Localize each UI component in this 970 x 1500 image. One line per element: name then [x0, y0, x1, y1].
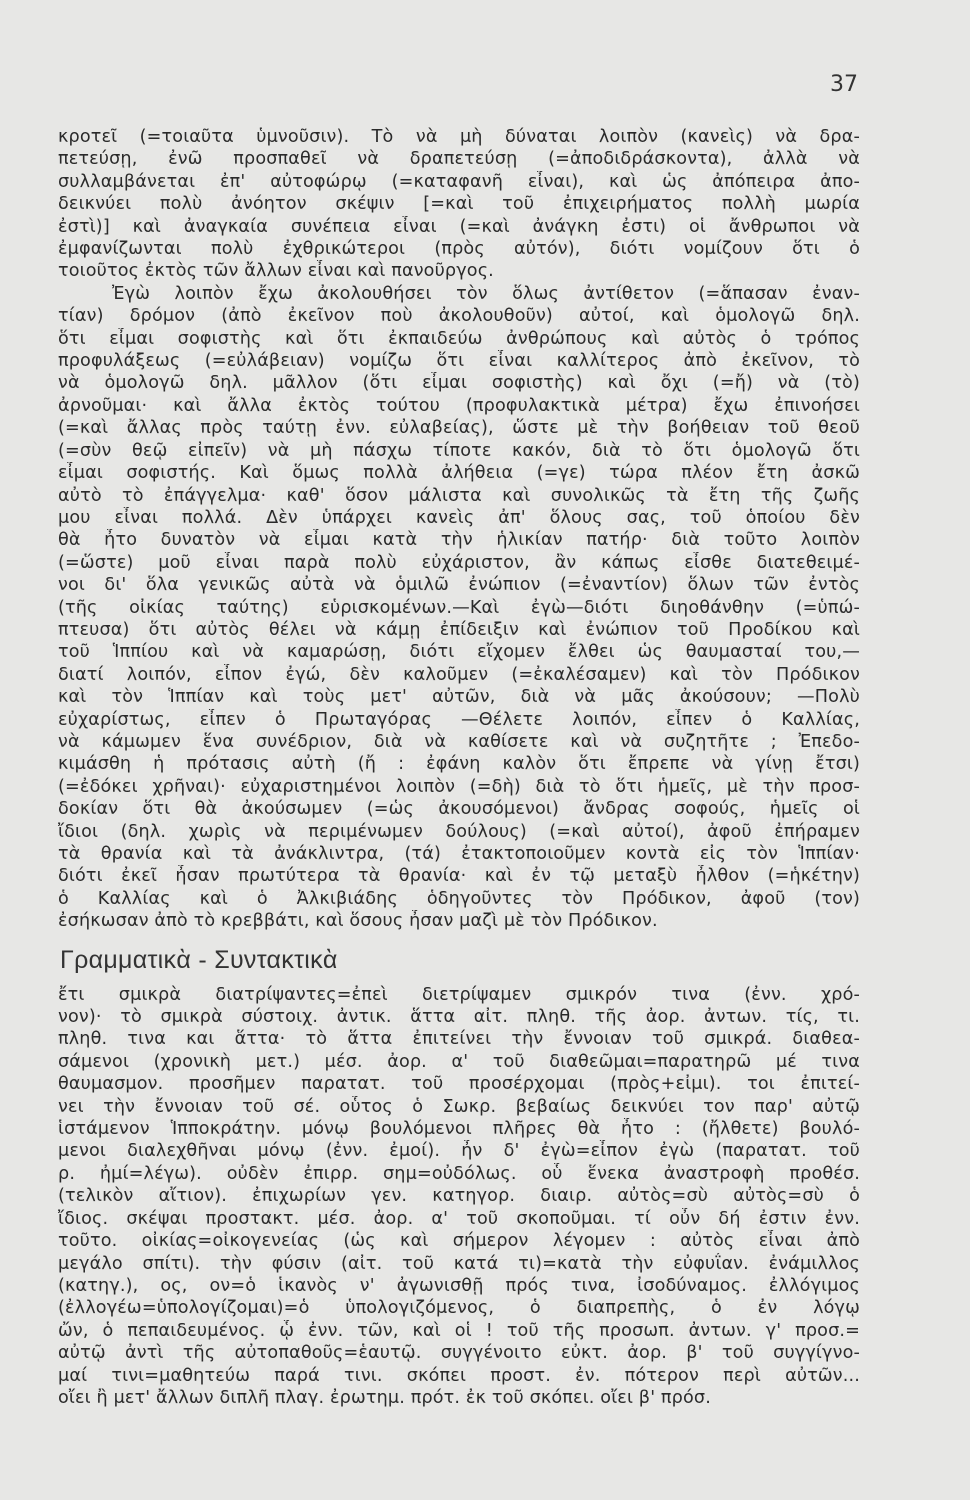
- text-line: μου εἶναι πολλά. Δὲν ὑπάρχει κανεὶς ἀπ' ὅλους σας, τοῦ ὁποίου δὲν: [58, 507, 860, 528]
- text-line: μαί τινι=μαθητεύω παρά τινι. σκόπει προστ. ἐν. πότερον περὶ αὐτῶν...: [58, 1365, 860, 1386]
- text-line: συλλαμβάνεται ἐπ' αὐτοφώρῳ (=καταφανῆ εἶναι), καὶ ὡς ἀπόπειρα ἀπο-: [58, 171, 860, 192]
- text-line: μεγάλο σπίτι). τὴν φύσιν (αἰτ. τοῦ κατά τι)=κατὰ τὴν εὐφυΐαν. ἐνάμιλλος: [58, 1253, 860, 1274]
- text-line: (ἐλλογέω=ὑπολογίζομαι)=ὁ ὑπολογιζόμενος, ὁ διαπρεπὴς, ὁ ἐν λόγῳ: [58, 1298, 860, 1319]
- text-line: ἱστάμενον Ἱπποκράτην. μόνῳ βουλόμενοι πλῆρες θὰ ἦτο : (ἤλθετε) βουλό-: [58, 1119, 860, 1140]
- text-line: Ἐγὼ λοιπὸν ἔχω ἀκολουθήσει τὸν ὅλως ἀντίθετον (=ἅπασαν ἐναν-: [112, 283, 860, 304]
- text-line: εἶμαι σοφιστής. Καὶ ὅμως πολλὰ ἀλήθεια (=γε) τώρα πλέον ἔτη ἀσκῶ: [58, 463, 860, 484]
- text-line: πτευσα) ὅτι αὐτὸς θέλει νὰ κάμῃ ἐπίδειξιν καὶ ἐνώπιον τοῦ Προδίκου καὶ: [58, 619, 860, 640]
- text-line: ἀρνοῦμαι· καὶ ἄλλα ἐκτὸς τούτου (προφυλακτικὰ μέτρα) ἔχω ἐπινοήσει: [58, 395, 860, 416]
- text-line: νὰ κάμωμεν ἕνα συνέδριον, διὰ νὰ καθίσετε καὶ νὰ συζητῆτε ; Ἐπεδο-: [58, 731, 860, 752]
- text-line: θαυμασμον. προσῆμεν παρατατ. τοῦ προσέρχομαι (πρὸς+εἰμι). τοι ἐπιτεί-: [58, 1074, 860, 1095]
- text-line: θὰ ἦτο δυνατὸν νὰ εἶμαι κατὰ τὴν ἡλικίαν πατήρ· διὰ τοῦτο λοιπὸν: [58, 530, 860, 551]
- grammar-notes: [58, 984, 860, 1410]
- text-line: ἴδιος. σκέψαι προστακτ. μέσ. ἀορ. α' τοῦ σκοποῦμαι. τί οὖν δή ἐστιν ἐνν.: [58, 1208, 860, 1229]
- text-line: τοῦ Ἱππίου καὶ νὰ καμαρώσῃ, διότι εἴχομεν ἔλθει ὡς θαυμασταί του,—: [58, 642, 860, 663]
- text-line: ἴδιοι (δηλ. χωρὶς νὰ περιμένωμεν δούλους) (=καὶ αὐτοί), ἀφοῦ ἐπήραμεν: [58, 821, 860, 842]
- text-line: οἴει ἢ μετ' ἄλλων διπλῆ πλαγ. ἐρωτημ. πρότ. ἐκ τοῦ σκόπει. οἴει β' πρόσ.: [58, 1387, 711, 1408]
- text-line: (=σὺν θεῷ εἰπεῖν) νὰ μὴ πάσχω τίποτε κακόν, διὰ τὸ ὅτι ὁμολογῶ ὅτι: [58, 440, 860, 461]
- text-line: ὅτι εἶμαι σοφιστὴς καὶ ὅτι ἐκπαιδεύω ἀνθρώπους καὶ αὐτὸς ὁ τρόπος: [58, 328, 860, 349]
- text-line: διατί λοιπόν, εἶπον ἐγώ, δὲν καλοῦμεν (=ἐκαλέσαμεν) καὶ τὸν Πρόδικον: [58, 664, 860, 685]
- text-line: ὤν, ὁ πεπαιδευμένος. ᾧ ἐνν. τῶν, καὶ οἱ ! τοῦ τῆς προσωπ. ἀντων. γ' προσ.=: [58, 1320, 860, 1341]
- text-line: τὰ θρανία καὶ τὰ ἀνάκλιντρα, (τά) ἐτακτοποιοῦμεν κοντὰ εἰς τὸν Ἱππίαν·: [58, 844, 860, 864]
- text-line: κιμάσθη ἡ πρότασις αὐτὴ (ἤ : ἐφάνη καλὸν ὅτι ἔπρεπε νὰ γίνῃ ἔτσι): [58, 754, 860, 775]
- text-line: τίαν) δρόμον (ἀπὸ ἐκεῖνον ποὺ ἀκολουθοῦν) αὐτοί, καὶ ὁμολογῶ δηλ.: [58, 306, 860, 327]
- text-line: ἐμφανίζωνται πολὺ ἐχθρικώτεροι (πρὸς αὐτόν), διότι νομίζουν ὅτι ὁ: [58, 239, 860, 260]
- text-line: πληθ. τινα και ἅττα· τὸ ἅττα ἐπιτείνει τὴν ἔννοιαν τοῦ σμικρά. διαθεα-: [58, 1029, 860, 1050]
- text-line: προφυλάξεως (=εὐλάβειαν) νομίζω ὅτι εἶναι καλλίτερος ἀπὸ ἐκεῖνον, τὸ: [58, 351, 860, 372]
- page-number: 37: [830, 72, 858, 97]
- text-line: δοκίαν ὅτι θὰ ἀκούσωμεν (=ὡς ἀκουσόμενοι) ἄνδρας σοφούς, ἡμεῖς οἱ: [58, 799, 860, 820]
- text-line: τοιοῦτος ἐκτὸς τῶν ἄλλων εἶναι καὶ πανοῦργος.: [58, 261, 494, 282]
- text-line: (=ἐδόκει χρῆναι)· εὐχαριστημένοι λοιπὸν (=δὴ) διὰ τὸ ὅτι ἡμεῖς, μὲ τὴν προσ-: [58, 776, 860, 797]
- text-line: ὁ Καλλίας καὶ ὁ Ἀλκιβιάδης ὁδηγοῦντες τὸν Πρόδικον, ἀφοῦ (τον): [58, 888, 860, 909]
- text-line: τοῦτο. οἰκίας=οἰκογενείας (ὡς καὶ σήμερον λέγομεν : αὐτὸς εἶναι ἀπὸ: [58, 1231, 860, 1252]
- text-line: (=ὥστε) μοῦ εἶναι παρὰ πολὺ εὐχάριστον, ἂν κάπως εἶσθε διατεθειμέ-: [58, 552, 860, 573]
- text-line: (τελικὸν αἴτιον). ἐπιχωρίων γεν. κατηγορ. διαιρ. αὐτὸς=σὺ αὐτὸς=σὺ ὁ: [58, 1186, 860, 1207]
- text-line: νον)· τὸ σμικρὰ σύστοιχ. ἀντικ. ἅττα αἰτ. πληθ. τῆς ἀορ. ἀντων. τίς, τι.: [58, 1007, 860, 1028]
- paragraph-2: [58, 283, 860, 933]
- text-line: μενοι διαλεχθῆναι μόνῳ (ἐνν. ἐμοί). ἦν δ' ἐγὼ=εἶπον ἐγὼ (παρατατ. τοῦ: [58, 1141, 860, 1162]
- text-line: ἔτι σμικρὰ διατρίψαντες=ἐπεὶ διετρίψαμεν σμικρόν τινα (ἐνν. χρό-: [58, 984, 860, 1005]
- section-heading: Γραμματικὰ - Συντακτικὰ: [60, 945, 338, 974]
- text-line: (τῆς οἰκίας ταύτης) εὑρισκομένων.—Καὶ ἐγὼ—διότι διηοθάνθην (=ὑπώ-: [58, 597, 860, 618]
- text-line: διότι ἐκεῖ ἦσαν πρωτύτερα τὰ θρανία· καὶ ἐν τῷ μεταξὺ ἦλθον (=ἡκέτην): [58, 866, 860, 887]
- text-body: [58, 126, 860, 1409]
- text-line: σάμενοι (χρονικὴ μετ.) μέσ. ἀορ. α' τοῦ διαθεῶμαι=παρατηρῶ μέ τινα: [58, 1051, 860, 1072]
- text-line: ἐσήκωσαν ἀπὸ τὸ κρεββάτι, καὶ ὅσους ἦσαν μαζὶ μὲ τὸν Πρόδικον.: [58, 911, 658, 932]
- text-line: εὐχαρίστως, εἶπεν ὁ Πρωταγόρας —Θέλετε λοιπόν, εἶπεν ὁ Καλλίας,: [58, 709, 860, 730]
- text-line: καὶ τὸν Ἱππίαν καὶ τοὺς μετ' αὐτῶν, διὰ νὰ μᾶς ἀκούσουν; —Πολὺ: [58, 687, 860, 708]
- text-line: ἐστὶ)] καὶ ἀναγκαία συνέπεια εἶναι (=καὶ ἀνάγκη ἐστι) οἱ ἄνθρωποι νὰ: [58, 216, 860, 237]
- text-line: κροτεῖ (=τοιαῦτα ὑμνοῦσιν). Τὸ νὰ μὴ δύναται λοιπὸν (κανεὶς) νὰ δρα-: [58, 127, 860, 147]
- text-line: (κατηγ.), ος, ον=ὁ ἱκανὸς ν' ἀγωνισθῇ πρός τινα, ἰσοδύναμος. ἐλλόγιμος: [58, 1275, 860, 1296]
- text-line: πετεύσῃ, ἐνῶ προσπαθεῖ νὰ δραπετεύσῃ (=ἀποδιδράσκοντα), ἀλλὰ νὰ: [58, 149, 860, 170]
- text-line: δεικνύει πολὺ ἀνόητον σκέψιν [=καὶ τοῦ ἐπιχειρήματος πολλὴ μωρία: [58, 194, 860, 215]
- text-line: αὐτὸ τὸ ἐπάγγελμα· καθ' ὅσον μάλιστα καὶ συνολικῶς τὰ ἔτη τῆς ζωῆς: [58, 485, 860, 506]
- paragraph-1: [58, 126, 860, 283]
- text-line: νὰ ὁμολογῶ δηλ. μᾶλλον (ὅτι εἶμαι σοφιστὴς) καὶ ὄχι (=ἤ) νὰ (τὸ): [58, 373, 860, 394]
- text-line: αὐτῷ ἀντὶ τῆς αὐτοπαθοῦς=ἑαυτῷ. συγγένοιτο εὐκτ. ἀορ. β' τοῦ συγγίγνο-: [58, 1343, 860, 1364]
- text-line: νει τὴν ἔννοιαν τοῦ σέ. οὗτος ὁ Σωκρ. βεβαίως δεικνύει τον παρ' αὐτῷ: [58, 1096, 860, 1117]
- text-line: ρ. ἠμί=λέγω). οὐδὲν ἐπιρρ. σημ=οὐδόλως. οὗ ἕνεκα ἀναστροφὴ προθέσ.: [58, 1163, 860, 1184]
- text-line: (=καὶ ἄλλας πρὸς ταύτῃ ἐνν. εὐλαβείας), ὥστε μὲ τὴν βοήθειαν τοῦ θεοῦ: [58, 418, 860, 439]
- text-line: νοι δι' ὅλα γενικῶς αὐτὰ νὰ ὁμιλῶ ἐνώπιον (=ἐναντίον) ὅλων τῶν ἐντὸς: [58, 575, 860, 596]
